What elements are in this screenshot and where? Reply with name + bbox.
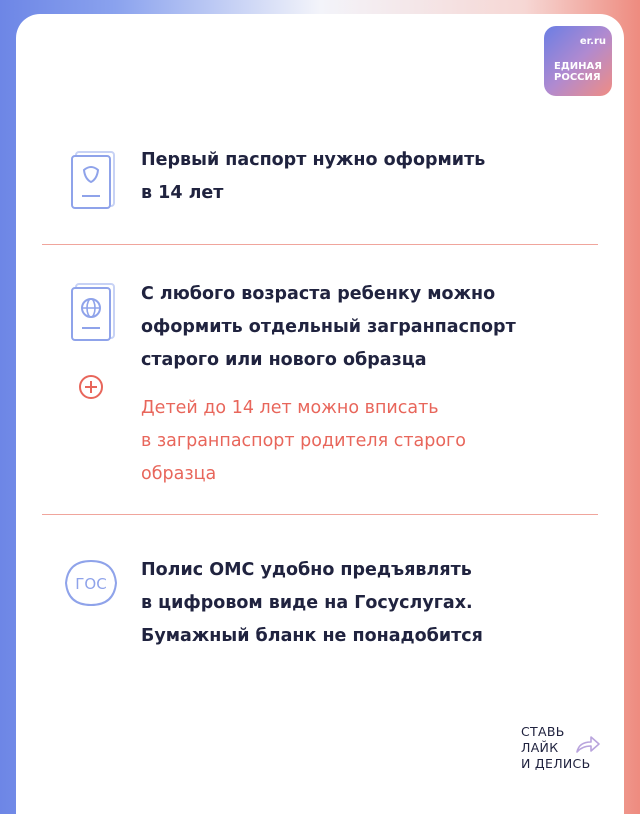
- item-1-text: [141, 144, 591, 210]
- item-3-text: [141, 554, 591, 653]
- item-2-line-1: С любого возраста ребенку можно: [141, 284, 496, 304]
- item-2-note: [141, 392, 591, 491]
- item-2-note-line-3: образца: [141, 464, 217, 484]
- item-2-note-line-1: Детей до 14 лет можно вписать: [141, 398, 439, 418]
- logo-site: er.ru: [579, 36, 606, 47]
- divider-1: [42, 244, 598, 245]
- item-2-line-2: оформить отдельный загранпаспорт: [141, 317, 516, 337]
- gosuslugi-icon-text: ГОС: [75, 575, 107, 593]
- item-1-line-1: Первый паспорт нужно оформить: [141, 150, 486, 170]
- er-logo[interactable]: [544, 26, 612, 96]
- gosuslugi-icon: [62, 558, 120, 608]
- item-1-line-2: в 14 лет: [141, 183, 224, 203]
- passport-emblem-icon: [70, 150, 118, 210]
- cta-line-1: СТАВЬ: [521, 724, 565, 739]
- share-arrow-icon[interactable]: [575, 734, 601, 754]
- item-3-line-2: в цифровом виде на Госуслугах.: [141, 593, 473, 613]
- logo-line-2: РОССИЯ: [554, 72, 601, 83]
- item-3-line-3: Бумажный бланк не понадобится: [141, 626, 483, 646]
- plus-circle-icon: [78, 374, 104, 400]
- cta-line-3: И ДЕЛИСЬ: [521, 756, 591, 771]
- divider-2: [42, 514, 598, 515]
- item-2-line-3: старого или нового образца: [141, 350, 427, 370]
- logo-line-1: ЕДИНАЯ: [554, 61, 602, 72]
- passport-globe-icon: [70, 282, 118, 342]
- cta-line-2: ЛАЙК: [521, 740, 559, 755]
- item-2-note-line-2: в загранпаспорт родителя старого: [141, 431, 466, 451]
- item-2-text: [141, 278, 591, 377]
- item-3-line-1: Полис ОМС удобно предъявлять: [141, 560, 472, 580]
